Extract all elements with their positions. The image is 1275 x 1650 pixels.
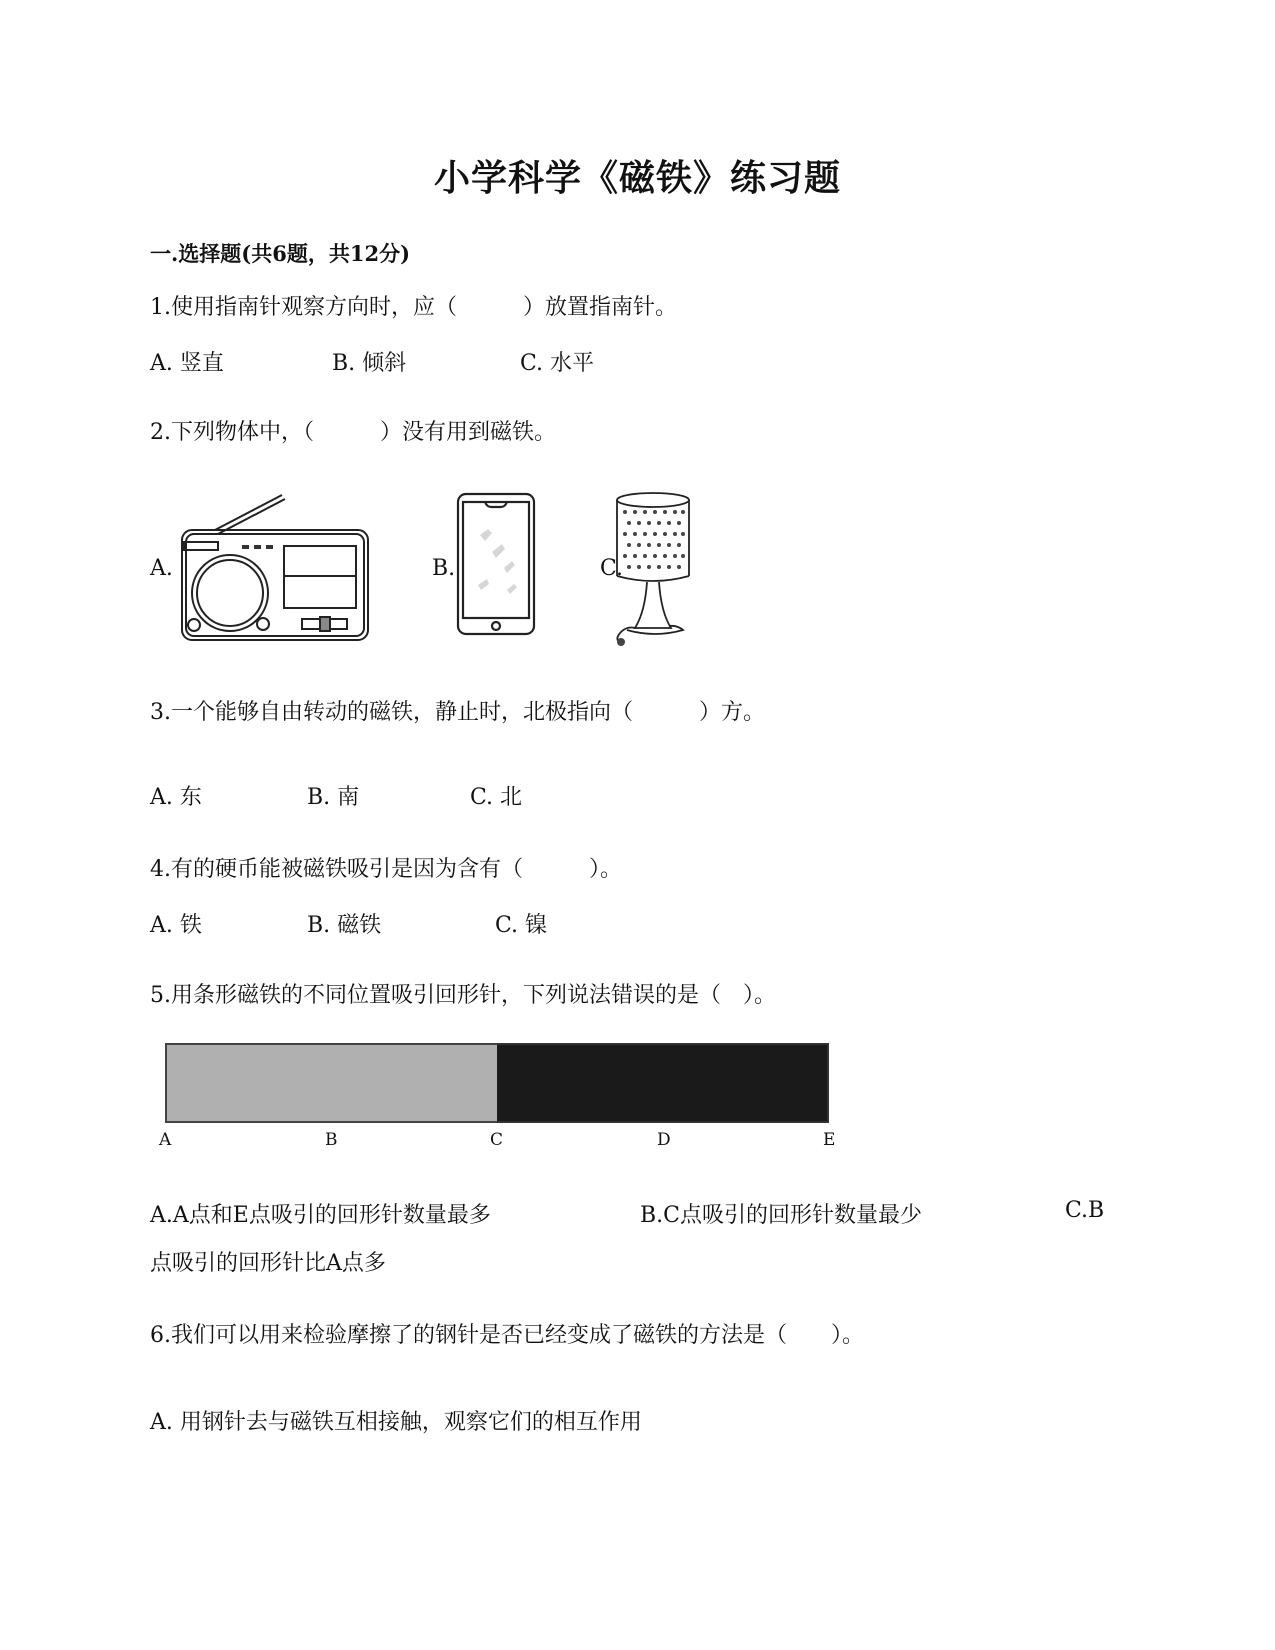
question-4-option-b[interactable]: B. 磁铁 — [307, 913, 382, 938]
magnet-label-d: D — [657, 1130, 671, 1150]
phone-icon — [452, 490, 542, 640]
question-2-option-a[interactable]: A. — [150, 556, 173, 581]
question-5-option-b[interactable]: B.C点吸引的回形针数量最少 — [640, 1203, 922, 1228]
question-5-option-a[interactable]: A.A点和E点吸引的回形针数量最多 — [150, 1203, 491, 1228]
question-5-stem: 5.用条形磁铁的不同位置吸引回形针，下列说法错误的是（ ）。 — [150, 983, 776, 1008]
question-5-option-c-continued: 点吸引的回形针比A点多 — [150, 1251, 386, 1276]
magnet-label-e: E — [823, 1130, 836, 1150]
magnet-left-half — [165, 1043, 497, 1123]
question-6-option-a[interactable]: A. 用钢针去与磁铁互相接触，观察它们的相互作用 — [150, 1410, 642, 1435]
question-3-option-c[interactable]: C. 北 — [470, 785, 523, 810]
question-3-stem: 3.一个能够自由转动的磁铁，静止时，北极指向（ ）方。 — [150, 700, 765, 725]
bar-magnet-diagram — [140, 1030, 840, 1150]
question-2-option-b[interactable]: B. — [432, 556, 456, 581]
magnet-label-a: A — [159, 1130, 172, 1150]
question-4-stem: 4.有的硬币能被磁铁吸引是因为含有（ ）。 — [150, 857, 622, 882]
question-2-option-c[interactable]: C. — [600, 556, 624, 581]
question-4-option-c[interactable]: C. 镍 — [495, 913, 548, 938]
page-title: 小学科学《磁铁》练习题 — [433, 157, 841, 199]
magnet-right-half — [497, 1043, 829, 1123]
question-3-option-b[interactable]: B. 南 — [307, 785, 360, 810]
question-1-option-b[interactable]: B. 倾斜 — [332, 351, 407, 376]
question-1-option-c[interactable]: C. 水平 — [520, 351, 595, 376]
question-5-option-c[interactable]: C.B — [1065, 1198, 1105, 1223]
question-4-option-a[interactable]: A. 铁 — [150, 913, 202, 938]
question-6-stem: 6.我们可以用来检验摩擦了的钢针是否已经变成了磁铁的方法是（ ）。 — [150, 1323, 864, 1348]
question-1-option-a[interactable]: A. 竖直 — [150, 351, 224, 376]
question-1-stem: 1.使用指南针观察方向时，应（ ）放置指南针。 — [150, 295, 677, 320]
magnet-label-b: B — [325, 1130, 338, 1150]
question-3-option-a[interactable]: A. 东 — [150, 785, 202, 810]
question-2-stem: 2.下列物体中，（ ）没有用到磁铁。 — [150, 420, 556, 445]
lamp-icon — [605, 490, 700, 645]
magnet-label-c: C — [490, 1130, 504, 1150]
section-heading: 一.选择题(共6题，共12分) — [150, 241, 411, 266]
radio-icon — [170, 490, 380, 645]
